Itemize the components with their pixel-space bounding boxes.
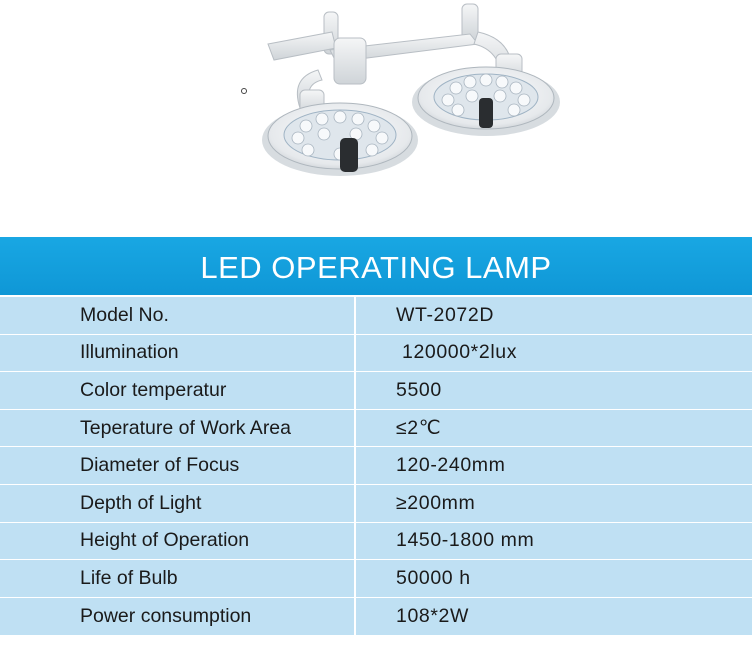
spec-value: 120000*2lux <box>355 334 752 372</box>
spec-label: Diameter of Focus <box>0 447 355 485</box>
spec-row-bulb-life <box>0 560 752 598</box>
spec-label: Color temperatur <box>0 372 355 410</box>
spec-label: Teperature of Work Area <box>0 409 355 447</box>
spec-value: 50000 h <box>355 560 752 598</box>
spec-value: ≤2℃ <box>355 409 752 447</box>
spec-label: Depth of Light <box>0 484 355 522</box>
spec-value: 5500 <box>355 372 752 410</box>
spec-row-work-area-temperature <box>0 409 752 447</box>
spec-row-operation-height <box>0 522 752 560</box>
spec-value: 120-240mm <box>355 447 752 485</box>
spec-value: 108*2W <box>355 597 752 635</box>
spec-value: ≥200mm <box>355 484 752 522</box>
spec-row-model <box>0 297 752 335</box>
spec-label: Model No. <box>0 297 355 335</box>
spec-label: Height of Operation <box>0 522 355 560</box>
product-image-area <box>0 0 752 237</box>
spec-row-color-temperature <box>0 372 752 410</box>
operating-lamp-image <box>0 0 752 237</box>
spec-value: 1450-1800 mm <box>355 522 752 560</box>
spec-label: Illumination <box>0 334 355 372</box>
title-banner <box>0 237 752 295</box>
spec-row-focus-diameter <box>0 447 752 485</box>
spec-row-power <box>0 597 752 635</box>
spec-row-light-depth <box>0 484 752 522</box>
spec-label: Life of Bulb <box>0 560 355 598</box>
product-title: LED OPERATING LAMP <box>200 250 552 285</box>
spec-table <box>0 296 752 635</box>
spec-row-illumination <box>0 334 752 372</box>
spec-value: WT-2072D <box>355 297 752 335</box>
spec-label: Power consumption <box>0 597 355 635</box>
